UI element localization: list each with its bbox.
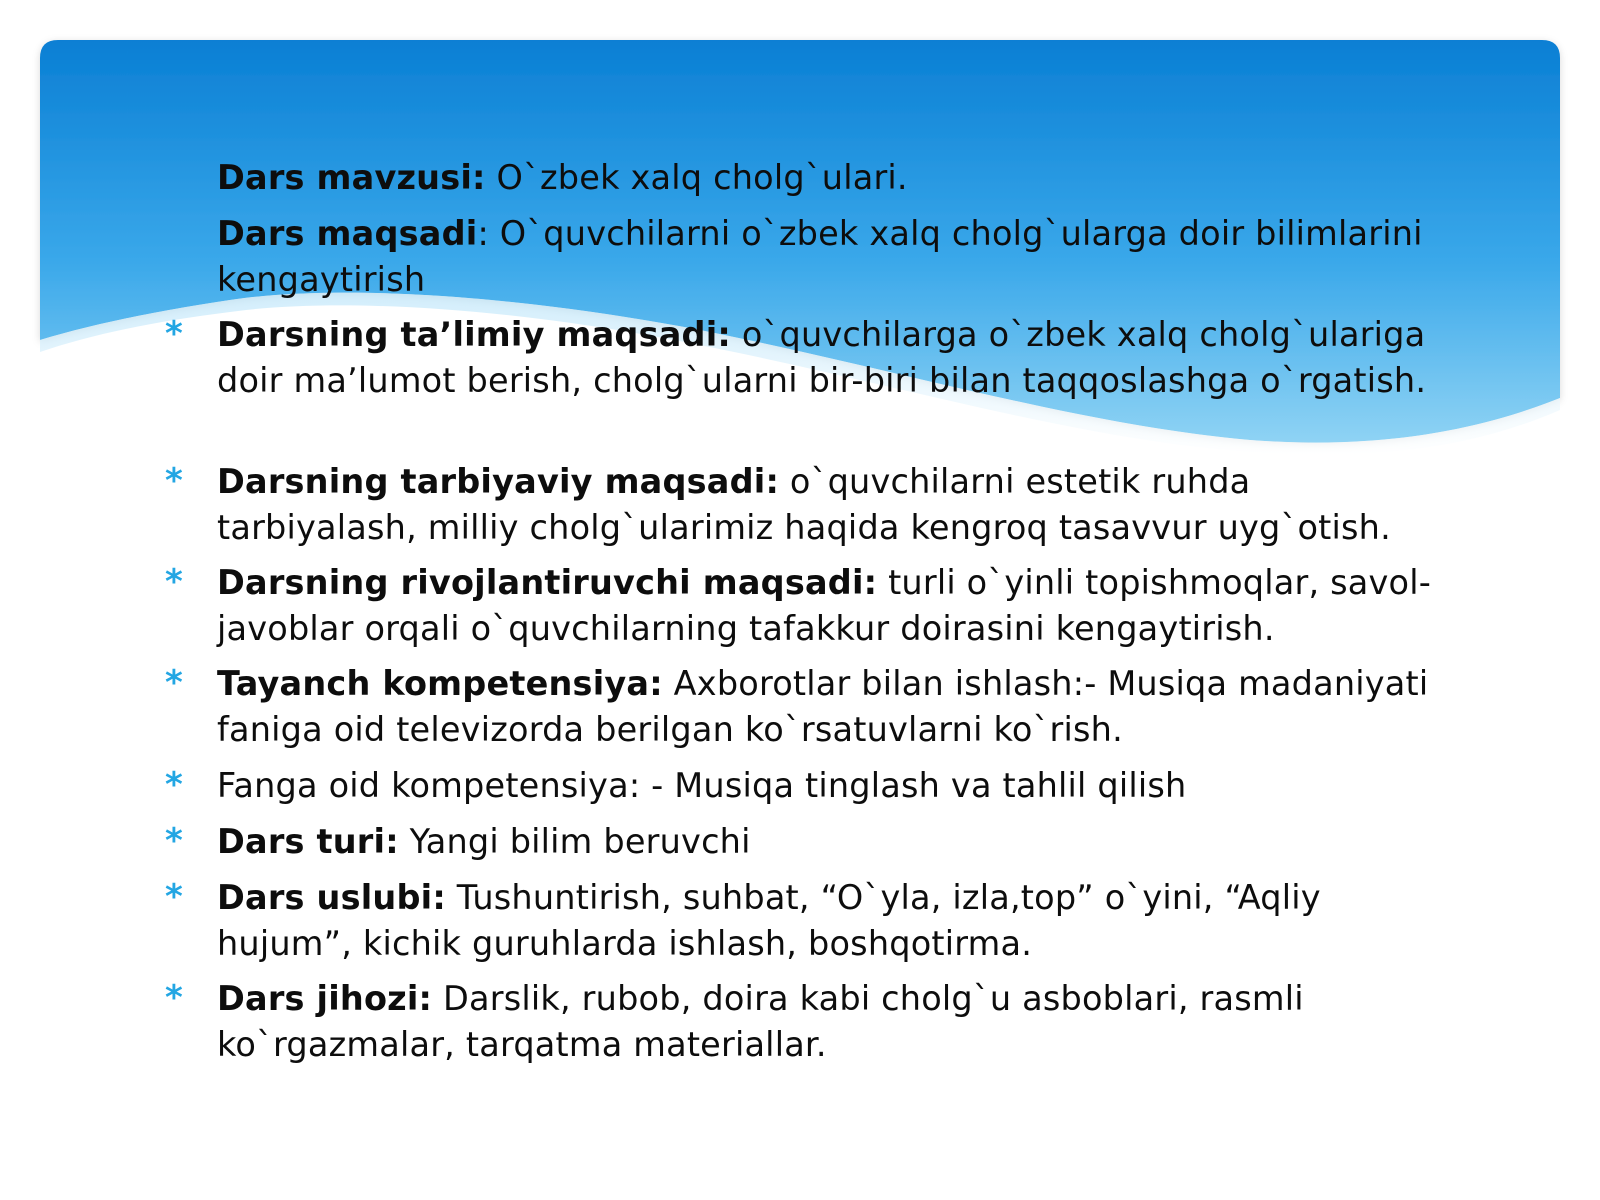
list-item	[165, 763, 1437, 809]
item-text: Fanga oid kompetensiya: - Musiqa tinglash va tahlil qilish	[217, 766, 1187, 805]
item-text: Yangi bilim beruvchi	[398, 822, 751, 861]
asterisk-icon: *	[165, 663, 183, 703]
goal-line	[217, 211, 1437, 302]
item-label: Dars uslubi:	[217, 878, 446, 917]
list-item	[165, 312, 1437, 403]
item-text: o`quvchilarni estetik ruhda tarbiyalash, milliy cholg`ularimiz haqida kengroq tasavvur uyg`otish.	[217, 462, 1391, 547]
list-item	[165, 875, 1437, 966]
asterisk-icon: *	[165, 821, 183, 861]
item-label: Tayanch kompetensiya:	[217, 664, 663, 703]
asterisk-icon: *	[165, 978, 183, 1018]
list-item	[165, 976, 1437, 1067]
item-text: Darslik, rubob, doira kabi cholg`u asboblari, rasmli ko`rgazmalar, tarqatma materiallar.	[217, 979, 1304, 1064]
asterisk-icon: *	[165, 765, 183, 805]
list-item	[165, 661, 1437, 752]
asterisk-icon: *	[165, 877, 183, 917]
item-text: Axborotlar bilan ishlash:- Musiqa madaniyati faniga oid televizorda berilgan ko`rsatuvlarni ko`rish.	[217, 664, 1429, 749]
asterisk-icon: *	[165, 461, 183, 501]
item-text: o`quvchilarga o`zbek xalq cholg`ulariga doir ma’lumot berish, cholg`ularni bir-biri bilan taqqoslashga o`rgatish.	[217, 315, 1427, 400]
item-label: Dars turi:	[217, 822, 399, 861]
list-item	[165, 819, 1437, 865]
item-label: Dars mavzusi:	[217, 158, 486, 197]
item-label: Darsning ta’limiy maqsadi:	[217, 315, 731, 354]
list-item	[165, 560, 1437, 651]
asterisk-icon: *	[165, 314, 183, 354]
item-text: Tushuntirish, suhbat, “O`yla, izla,top” o`yini, “Aqliy hujum”, kichik guruhlarda ishlash, boshqotirma.	[217, 878, 1321, 963]
item-text: : O`quvchilarni o`zbek xalq cholg`ularga doir bilimlarini kengaytirish	[217, 214, 1423, 299]
item-label: Darsning rivojlantiruvchi maqsadi:	[217, 563, 878, 602]
list-item	[165, 459, 1437, 550]
item-text: turli o`yinli topishmoqlar, savol- javoblar orqali o`quvchilarning tafakkur doirasini kengaytirish.	[217, 563, 1432, 648]
item-text: O`zbek xalq cholg`ulari.	[485, 158, 908, 197]
item-label: Darsning tarbiyaviy maqsadi:	[217, 462, 780, 501]
asterisk-icon: *	[165, 562, 183, 602]
item-label: Dars maqsadi	[217, 214, 478, 253]
item-label: Dars jihozi:	[217, 979, 433, 1018]
topic-line	[217, 155, 1437, 201]
